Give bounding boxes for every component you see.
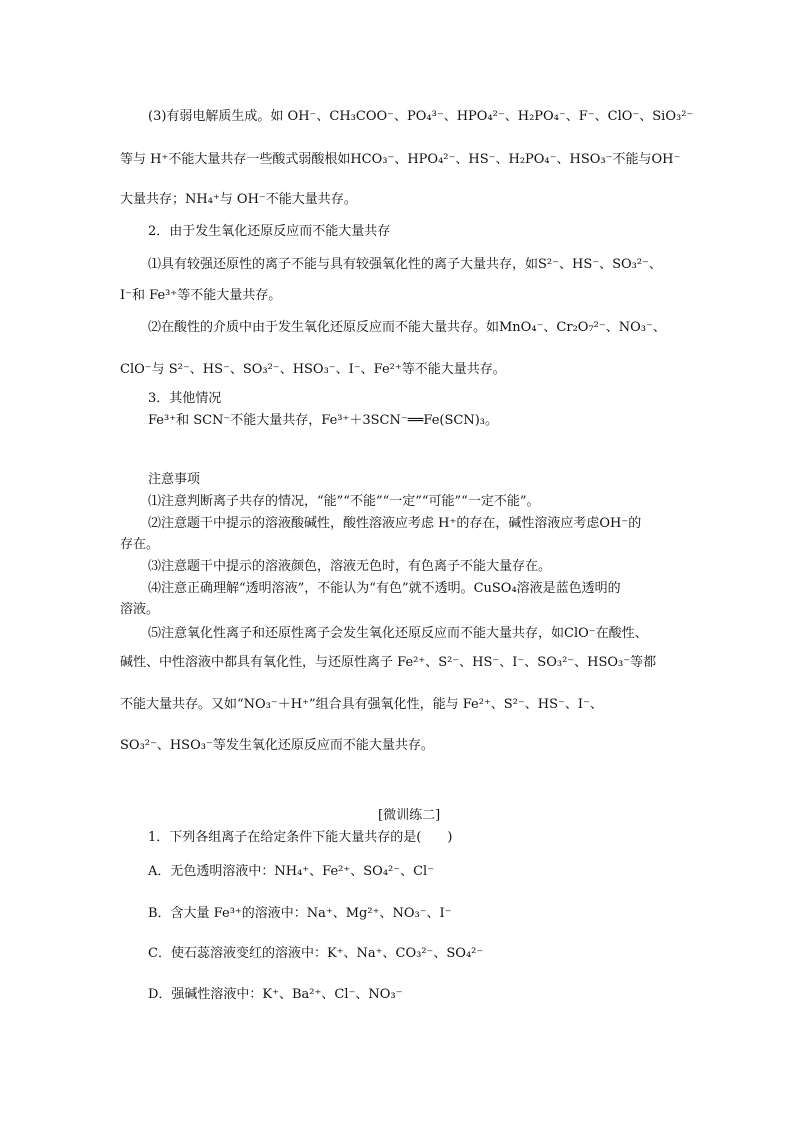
section2-title: 2．由于发生氧化还原反应而不能大量共存 [148, 224, 391, 239]
note-1: ⑴注意判断离子共存的情况，“能”“不能”“一定”“可能”“一定不能”。 [148, 494, 540, 509]
section3-title: 3．其他情况 [148, 391, 222, 406]
note-2-line2: 存在。 [120, 537, 160, 552]
note-5-line3: 不能大量共存。又如“NO₃⁻＋H⁺”组合具有强氧化性，能与 Fe²⁺、S²⁻、HS⁻、I⁻、 [120, 697, 603, 712]
note-2-line1: ⑵注意题干中提示的溶液酸碱性，酸性溶液应考虑 H⁺的存在，碱性溶液应考虑OH⁻的 [148, 516, 642, 531]
option-c[interactable]: C．使石蕊溶液变红的溶液中：K⁺、Na⁺、CO₃²⁻、SO₄²⁻ [148, 946, 484, 961]
notes-title: 注意事项 [148, 472, 201, 487]
note-5-line1: ⑸注意氧化性离子和还原性离子会发生氧化还原反应而不能大量共存，如ClO⁻在酸性、 [148, 626, 648, 641]
note-5-line2: 碱性、中性溶液中都具有氧化性，与还原性离子 Fe²⁺、S²⁻、HS⁻、I⁻、SO₃²⁻、HSO₃⁻等都 [120, 655, 657, 670]
para-weak-electrolyte-line2: 等与 H⁺不能大量共存一些酸式弱酸根如HCO₃⁻、HPO₄²⁻、HS⁻、H₂PO₄⁻、HSO₃⁻不能与OH⁻ [120, 152, 681, 167]
option-b[interactable]: B．含大量 Fe³⁺的溶液中：Na⁺、Mg²⁺、NO₃⁻、I⁻ [148, 906, 452, 921]
option-d[interactable]: D．强碱性溶液中：K⁺、Ba²⁺、Cl⁻、NO₃⁻ [148, 987, 403, 1002]
para-weak-electrolyte-line3: 大量共存；NH₄⁺与 OH⁻不能大量共存。 [120, 192, 357, 207]
option-a[interactable]: A．无色透明溶液中：NH₄⁺、Fe²⁺、SO₄²⁻、Cl⁻ [148, 864, 435, 879]
note-4-line1: ⑷注意正确理解“透明溶液”，不能认为“有色”就不透明。CuSO₄溶液是蓝色透明的 [148, 581, 621, 596]
note-3: ⑶注意题干中提示的溶液颜色，溶液无色时，有色离子不能大量存在。 [148, 559, 552, 574]
section2-line3: ⑵在酸性的介质中由于发生氧化还原反应而不能大量共存。如MnO₄⁻、Cr₂O₇²⁻、NO₃⁻、 [148, 320, 666, 335]
question-1: 1．下列各组离子在给定条件下能大量共存的是( ) [148, 830, 453, 845]
note-5-line4: SO₃²⁻、HSO₃⁻等发生氧化还原反应而不能大量共存。 [120, 738, 434, 753]
section2-line4: ClO⁻与 S²⁻、HS⁻、SO₃²⁻、HSO₃⁻、I⁻、Fe²⁺等不能大量共存。 [120, 362, 506, 377]
section3-line1: Fe³⁺和 SCN⁻不能大量共存，Fe³⁺＋3SCN⁻══Fe(SCN)₃。 [148, 413, 498, 428]
section2-line1: ⑴具有较强还原性的离子不能与具有较强氧化性的离子大量共存，如S²⁻、HS⁻、SO₃²⁻、 [148, 257, 662, 272]
note-4-line2: 溶液。 [120, 602, 160, 617]
exercise-header: [微训练二] [378, 808, 441, 823]
para-weak-electrolyte-line1: (3)有弱电解质生成。如 OH⁻、CH₃COO⁻、PO₄³⁻、HPO₄²⁻、H₂PO₄⁻、F⁻、ClO⁻、SiO₃²⁻ [148, 109, 694, 124]
section2-line2: I⁻和 Fe³⁺等不能大量共存。 [120, 288, 282, 303]
